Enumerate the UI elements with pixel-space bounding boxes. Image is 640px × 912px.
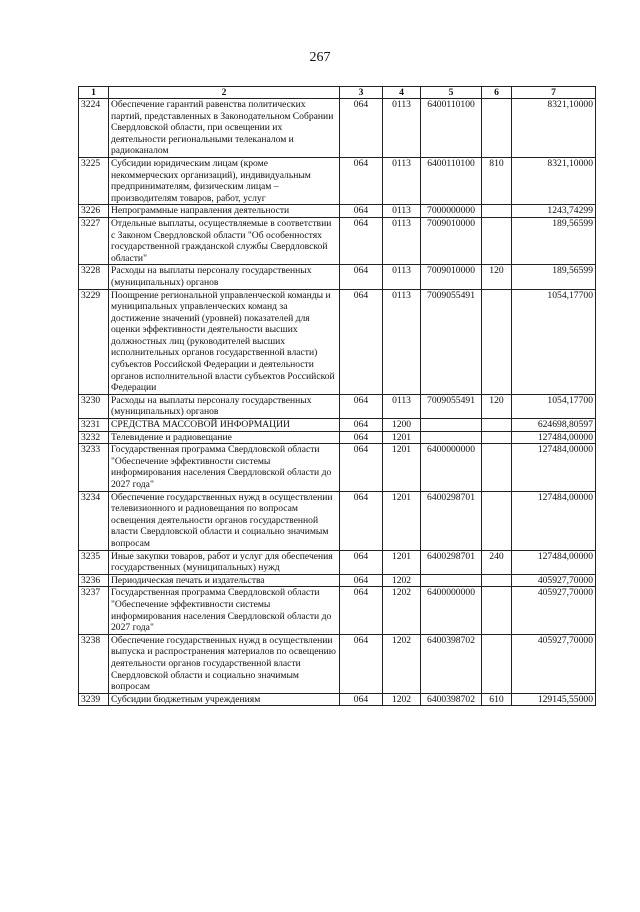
row-section-code: 1202 bbox=[383, 693, 421, 706]
row-expense-type bbox=[482, 289, 512, 394]
column-header: 5 bbox=[421, 87, 482, 99]
row-expense-type bbox=[482, 431, 512, 444]
row-target-code: 6400000000 bbox=[421, 587, 482, 634]
row-target-code: 6400398702 bbox=[421, 634, 482, 693]
column-header: 1 bbox=[79, 87, 109, 99]
row-expense-type bbox=[482, 587, 512, 634]
column-header: 4 bbox=[383, 87, 421, 99]
row-ministry-code: 064 bbox=[340, 289, 383, 394]
header-row bbox=[79, 87, 596, 99]
budget-table bbox=[78, 86, 596, 706]
column-header: 3 bbox=[340, 87, 383, 99]
row-name: Расходы на выплаты персоналу государственных (муниципальных) органов bbox=[109, 394, 340, 418]
row-section-code: 1201 bbox=[383, 431, 421, 444]
row-number: 3239 bbox=[79, 693, 109, 706]
row-ministry-code: 064 bbox=[340, 693, 383, 706]
row-expense-type bbox=[482, 574, 512, 587]
row-amount: 8321,10000 bbox=[512, 157, 596, 204]
row-expense-type bbox=[482, 205, 512, 218]
row-number: 3229 bbox=[79, 289, 109, 394]
row-section-code: 1200 bbox=[383, 419, 421, 432]
row-section-code: 1202 bbox=[383, 574, 421, 587]
row-target-code bbox=[421, 574, 482, 587]
row-target-code: 6400110100 bbox=[421, 157, 482, 204]
row-amount: 405927,70000 bbox=[512, 634, 596, 693]
row-amount: 189,56599 bbox=[512, 265, 596, 289]
row-amount: 127484,00000 bbox=[512, 431, 596, 444]
row-name: Телевидение и радиовещание bbox=[109, 431, 340, 444]
row-number: 3231 bbox=[79, 419, 109, 432]
row-ministry-code: 064 bbox=[340, 205, 383, 218]
row-amount: 405927,70000 bbox=[512, 574, 596, 587]
row-ministry-code: 064 bbox=[340, 157, 383, 204]
row-name: Периодическая печать и издательства bbox=[109, 574, 340, 587]
row-name: Непрограммные направления деятельности bbox=[109, 205, 340, 218]
row-number: 3233 bbox=[79, 444, 109, 491]
row-target-code bbox=[421, 431, 482, 444]
row-ministry-code: 064 bbox=[340, 444, 383, 491]
row-ministry-code: 064 bbox=[340, 634, 383, 693]
row-section-code: 1201 bbox=[383, 444, 421, 491]
row-ministry-code: 064 bbox=[340, 394, 383, 418]
row-section-code: 1202 bbox=[383, 634, 421, 693]
table-row bbox=[79, 574, 596, 587]
row-number: 3227 bbox=[79, 217, 109, 264]
row-section-code: 0113 bbox=[383, 265, 421, 289]
row-number: 3228 bbox=[79, 265, 109, 289]
row-amount: 1054,17700 bbox=[512, 394, 596, 418]
row-amount: 127484,00000 bbox=[512, 491, 596, 550]
table-row bbox=[79, 431, 596, 444]
row-name: Обеспечение государственных нужд в осуществлении телевизионного и радиовещания по вопросам освещения деятельности органов государственной власти Свердловской области и социально значимым вопросам bbox=[109, 491, 340, 550]
row-number: 3226 bbox=[79, 205, 109, 218]
row-expense-type: 810 bbox=[482, 157, 512, 204]
row-name: Субсидии бюджетным учреждениям bbox=[109, 693, 340, 706]
row-expense-type: 240 bbox=[482, 550, 512, 574]
row-amount: 1054,17700 bbox=[512, 289, 596, 394]
row-amount: 127484,00000 bbox=[512, 444, 596, 491]
row-section-code: 0113 bbox=[383, 289, 421, 394]
table-row bbox=[79, 634, 596, 693]
row-section-code: 0113 bbox=[383, 217, 421, 264]
row-ministry-code: 064 bbox=[340, 265, 383, 289]
row-number: 3224 bbox=[79, 99, 109, 158]
row-expense-type: 120 bbox=[482, 265, 512, 289]
row-amount: 1243,74299 bbox=[512, 205, 596, 218]
row-name: Расходы на выплаты персоналу государственных (муниципальных) органов bbox=[109, 265, 340, 289]
row-expense-type bbox=[482, 217, 512, 264]
table-row bbox=[79, 394, 596, 418]
table-row bbox=[79, 550, 596, 574]
row-ministry-code: 064 bbox=[340, 550, 383, 574]
row-ministry-code: 064 bbox=[340, 217, 383, 264]
row-target-code: 6400298701 bbox=[421, 491, 482, 550]
row-name: Иные закупки товаров, работ и услуг для обеспечения государственных (муниципальных) нужд bbox=[109, 550, 340, 574]
column-header: 6 bbox=[482, 87, 512, 99]
row-section-code: 1202 bbox=[383, 587, 421, 634]
row-ministry-code: 064 bbox=[340, 99, 383, 158]
row-target-code: 7009055491 bbox=[421, 394, 482, 418]
row-number: 3232 bbox=[79, 431, 109, 444]
row-target-code: 7009010000 bbox=[421, 217, 482, 264]
row-section-code: 1201 bbox=[383, 491, 421, 550]
row-number: 3237 bbox=[79, 587, 109, 634]
row-expense-type bbox=[482, 634, 512, 693]
row-target-code bbox=[421, 419, 482, 432]
table-row bbox=[79, 205, 596, 218]
row-number: 3235 bbox=[79, 550, 109, 574]
row-target-code: 6400298701 bbox=[421, 550, 482, 574]
row-expense-type bbox=[482, 444, 512, 491]
row-name: Обеспечение гарантий равенства политических партий, представленных в Законодательном Собрании Свердловской области, при освещении их деятельности региональными телеканалом и радиоканалом bbox=[109, 99, 340, 158]
row-name: Отдельные выплаты, осуществляемые в соответствии с Законом Свердловской области "Об особенностях государственной гражданской службы Свердловской области" bbox=[109, 217, 340, 264]
row-name: Государственная программа Свердловской области "Обеспечение эффективности системы информирования населения Свердловской области до 2027 года" bbox=[109, 444, 340, 491]
row-name: Субсидии юридическим лицам (кроме некоммерческих организаций), индивидуальным предпринимателям, физическим лицам – производителям товаров, работ, услуг bbox=[109, 157, 340, 204]
table-row bbox=[79, 265, 596, 289]
table-row bbox=[79, 491, 596, 550]
row-expense-type bbox=[482, 99, 512, 158]
row-section-code: 0113 bbox=[383, 99, 421, 158]
column-header: 7 bbox=[512, 87, 596, 99]
row-ministry-code: 064 bbox=[340, 574, 383, 587]
row-target-code: 6400110100 bbox=[421, 99, 482, 158]
table-row bbox=[79, 157, 596, 204]
row-amount: 624698,80597 bbox=[512, 419, 596, 432]
row-amount: 189,56599 bbox=[512, 217, 596, 264]
row-section-code: 0113 bbox=[383, 205, 421, 218]
row-expense-type: 120 bbox=[482, 394, 512, 418]
row-expense-type: 610 bbox=[482, 693, 512, 706]
row-expense-type bbox=[482, 491, 512, 550]
row-target-code: 7009010000 bbox=[421, 265, 482, 289]
row-amount: 127484,00000 bbox=[512, 550, 596, 574]
row-section-code: 0113 bbox=[383, 157, 421, 204]
row-number: 3238 bbox=[79, 634, 109, 693]
table-row bbox=[79, 587, 596, 634]
table-row bbox=[79, 419, 596, 432]
row-amount: 405927,70000 bbox=[512, 587, 596, 634]
row-name: СРЕДСТВА МАССОВОЙ ИНФОРМАЦИИ bbox=[109, 419, 340, 432]
row-number: 3230 bbox=[79, 394, 109, 418]
row-ministry-code: 064 bbox=[340, 491, 383, 550]
row-name: Поощрение региональной управленческой команды и муниципальных управленческих команд за достижение значений (уровней) показателей для оценки эффективности деятельности высших должностных лиц (руководителей высших исполнительных органов государственной власти) субъектов Российской Федерации и деятельности органов исполнительной власти субъектов Российской Федерации bbox=[109, 289, 340, 394]
row-number: 3236 bbox=[79, 574, 109, 587]
row-section-code: 0113 bbox=[383, 394, 421, 418]
row-expense-type bbox=[482, 419, 512, 432]
row-ministry-code: 064 bbox=[340, 431, 383, 444]
row-section-code: 1201 bbox=[383, 550, 421, 574]
table-row bbox=[79, 289, 596, 394]
column-header: 2 bbox=[109, 87, 340, 99]
row-number: 3225 bbox=[79, 157, 109, 204]
table-row bbox=[79, 99, 596, 158]
table-row bbox=[79, 217, 596, 264]
page-number: 267 bbox=[309, 50, 331, 65]
row-ministry-code: 064 bbox=[340, 587, 383, 634]
row-number: 3234 bbox=[79, 491, 109, 550]
row-amount: 8321,10000 bbox=[512, 99, 596, 158]
row-target-code: 6400000000 bbox=[421, 444, 482, 491]
row-target-code: 6400398702 bbox=[421, 693, 482, 706]
row-name: Государственная программа Свердловской области "Обеспечение эффективности системы информирования населения Свердловской области до 2027 года" bbox=[109, 587, 340, 634]
row-amount: 129145,55000 bbox=[512, 693, 596, 706]
row-name: Обеспечение государственных нужд в осуществлении выпуска и распространения материалов по освещению деятельности органов государственной власти Свердловской области и социально значимым вопросам bbox=[109, 634, 340, 693]
table-row bbox=[79, 444, 596, 491]
row-target-code: 7009055491 bbox=[421, 289, 482, 394]
table-row bbox=[79, 693, 596, 706]
row-ministry-code: 064 bbox=[340, 419, 383, 432]
row-target-code: 7000000000 bbox=[421, 205, 482, 218]
